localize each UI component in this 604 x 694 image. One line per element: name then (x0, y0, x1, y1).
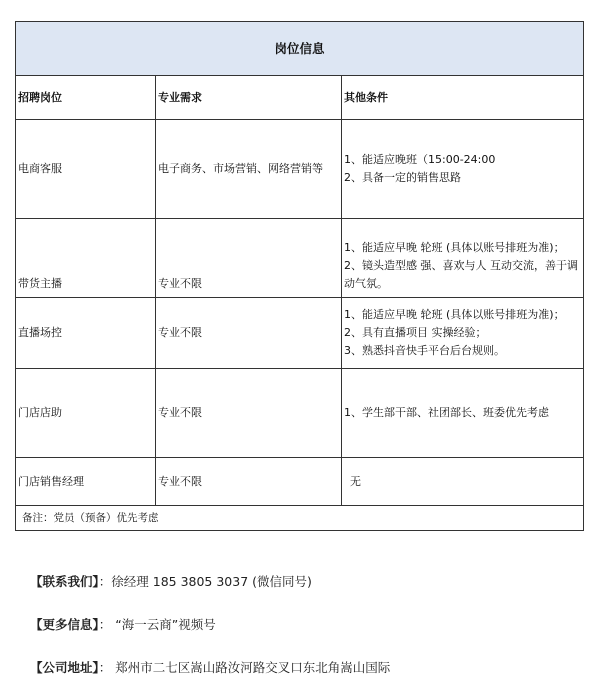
table-row (16, 120, 584, 219)
more-info-value: ： “海一云商”视频号 (98, 617, 216, 632)
table-title: 岗位信息 (16, 22, 584, 76)
position-cell: 电商客服 (16, 120, 156, 219)
major-cell: 专业不限 (156, 458, 342, 506)
table-row (16, 298, 584, 369)
more-info-line (30, 615, 216, 633)
table-header-row (16, 76, 584, 120)
table-row (16, 219, 584, 298)
conditions-cell: 1、能适应晚班（15:00-24:00 2、具备一定的销售思路 (342, 120, 584, 219)
header-conditions: 其他条件 (342, 76, 584, 120)
position-cell: 直播场控 (16, 298, 156, 369)
header-major: 专业需求 (156, 76, 342, 120)
table-row (16, 369, 584, 458)
conditions-cell: 无 (342, 458, 584, 506)
conditions-cell: 1、能适应早晚 轮班 (具体以账号排班为准)； 2、具有直播项目 实操经验； 3、熟悉抖音快手平台后台规则。 (342, 298, 584, 369)
address-line (30, 658, 390, 676)
position-cell: 门店店助 (16, 369, 156, 458)
contact-value: ：徐经理 185 3805 3037 (微信同号) (98, 574, 312, 589)
job-table (15, 21, 584, 531)
more-info-label: 【更多信息】 (30, 617, 99, 632)
table-row (16, 458, 584, 506)
job-info-document (15, 21, 583, 531)
contact-line (30, 572, 312, 590)
contact-label: 【联系我们】 (30, 574, 99, 589)
position-cell: 门店销售经理 (16, 458, 156, 506)
address-value: ： 郑州市二七区嵩山路汝河路交叉口东北角嵩山国际 (98, 660, 391, 675)
table-note: 备注：党员（预备）优先考虑 (16, 506, 584, 531)
major-cell: 专业不限 (156, 219, 342, 298)
major-cell: 专业不限 (156, 298, 342, 369)
major-cell: 电子商务、市场营销、网络营销等 (156, 120, 342, 219)
conditions-cell: 1、能适应早晚 轮班 (具体以账号排班为准)； 2、镜头造型感 强、喜欢与人 互动交流，善于调动气氛。 (342, 219, 584, 298)
address-label: 【公司地址】 (30, 660, 99, 675)
position-cell: 带货主播 (16, 219, 156, 298)
major-cell: 专业不限 (156, 369, 342, 458)
header-position: 招聘岗位 (16, 76, 156, 120)
conditions-cell: 1、学生部干部、社团部长、班委优先考虑 (342, 369, 584, 458)
